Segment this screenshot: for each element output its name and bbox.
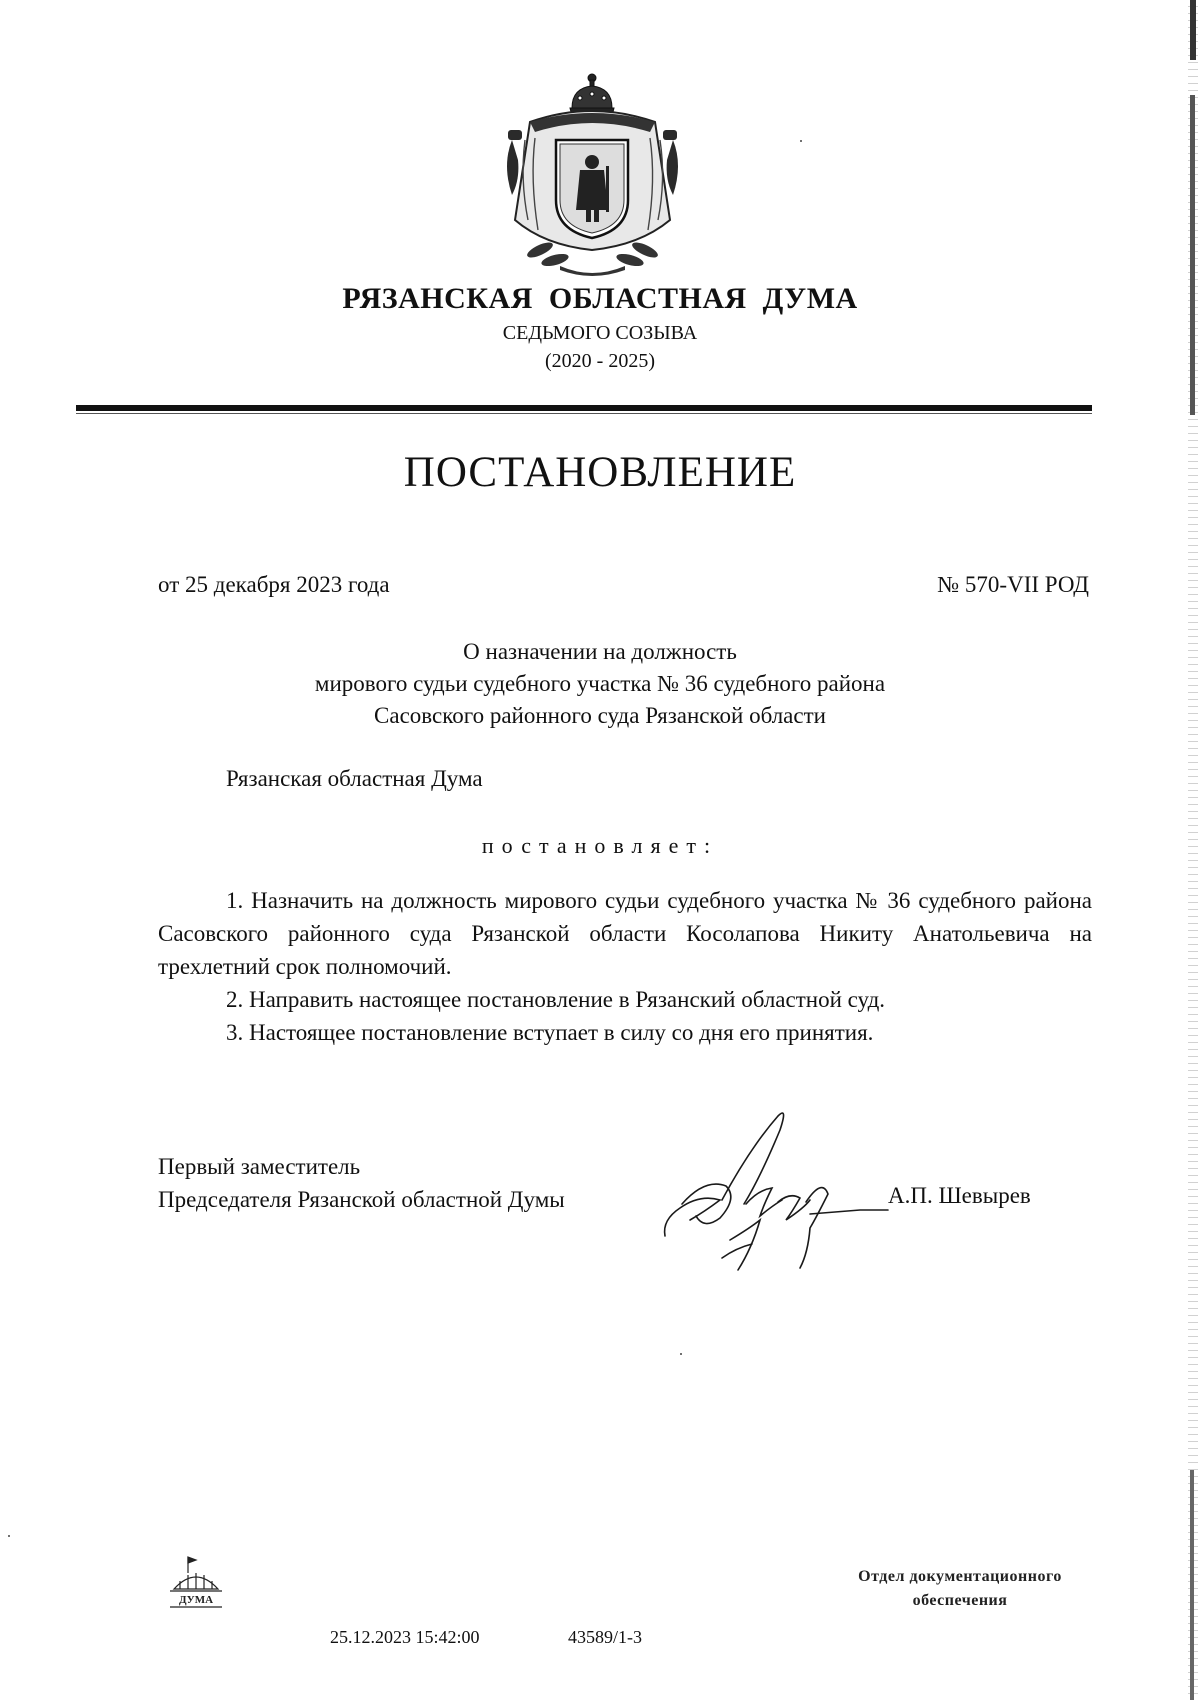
duma-building-logo — [168, 1555, 224, 1613]
coat-of-arms-emblem — [500, 70, 685, 280]
organization-name: РЯЗАНСКАЯ ОБЛАСТНАЯ ДУМА — [342, 282, 858, 315]
resolution-verb: постановляет: — [481, 833, 719, 858]
scan-speck — [8, 1535, 10, 1537]
issuing-body: Рязанская областная Дума — [226, 766, 483, 791]
department-stamp — [800, 1565, 1120, 1613]
convocation-years: (2020 - 2025) — [545, 350, 655, 372]
document-subject — [0, 636, 1200, 732]
subject-line: О назначении на должность — [463, 639, 737, 664]
signer-name: А.П. Шевырев — [888, 1183, 1031, 1208]
clause-item: 3. Настоящее постановление вступает в силу со дня его принятия. — [226, 1020, 874, 1045]
registration-number: 43589/1-3 — [568, 1627, 642, 1647]
document-type-title: ПОСТАНОВЛЕНИЕ — [403, 449, 797, 496]
stamp-line: Отдел документационного — [858, 1568, 1062, 1585]
document-date: от 25 декабря 2023 года — [158, 572, 390, 597]
convocation-label: СЕДЬМОГО СОЗЫВА — [502, 322, 698, 344]
signer-title-line: Председателя Рязанской областной Думы — [158, 1187, 565, 1212]
resolution-clauses — [158, 884, 1092, 1049]
stamp-line: обеспечения — [912, 1592, 1008, 1609]
clause-item: 2. Направить настоящее постановление в Рязанский областной суд. — [226, 987, 886, 1012]
subject-line: мирового судьи судебного участка № 36 судебного района — [314, 671, 886, 696]
scan-speck — [800, 140, 802, 142]
signer-title-line: Первый заместитель — [158, 1154, 361, 1179]
registration-timestamp: 25.12.2023 15:42:00 — [330, 1627, 480, 1647]
signer-title — [158, 1150, 565, 1216]
scan-speck — [680, 1353, 682, 1355]
scan-edge-mark — [1190, 1470, 1194, 1700]
header-divider-thin — [76, 413, 1092, 414]
handwritten-signature — [660, 1108, 890, 1273]
clause-item: 1. Назначить на должность мирового судьи судебного участка № 36 судебного района Сасовского районного суда Рязанской области Косолапова Никиту Анатольевича на трехлетний срок полномочий. — [158, 888, 1092, 979]
document-number: № 570-VII РОД — [937, 572, 1089, 597]
scan-edge-mark — [1190, 0, 1196, 60]
subject-line: Сасовского районного суда Рязанской области — [374, 703, 826, 728]
duma-logo-text: ДУМА — [178, 1594, 214, 1606]
header-divider — [76, 405, 1092, 411]
